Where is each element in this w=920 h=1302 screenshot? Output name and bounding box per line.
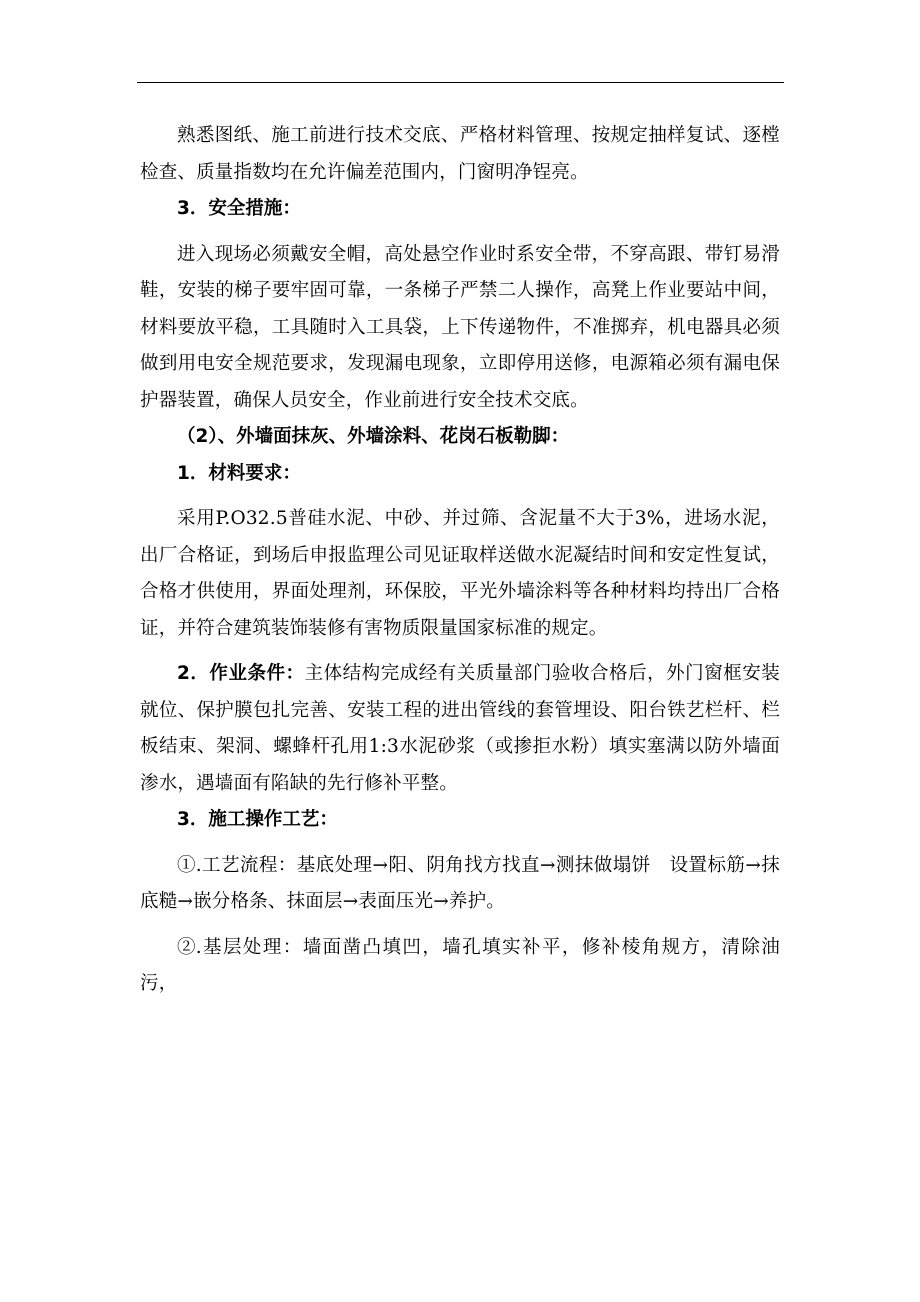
- paragraph-work-conditions: [140, 656, 780, 802]
- paragraph-material-requirements: 采用P.O32.5普硅水泥、中砂、并过筛、含泥量不大于3%，进场水泥，出厂合格证，到场后申报监理公司见证取样送做水泥凝结时间和安定性复试，合格才供使用，界面处理剂，环保胶，平光外墙涂料等各种材料均持出厂合格证，并符合建筑装饰装修有害物质限量国家标准的规定。: [140, 508, 780, 639]
- paragraph-base-treatment: ➁.基层处理：墙面凿凸填凹，墙孔填实补平，修补棱角规方，清除油污，: [140, 936, 780, 994]
- paragraph-quality: 熟悉图纸、施工前进行技术交底、严格材料管理、按规定抽样复试、逐樘检查、质量指数均在允许偏差范围内，门窗明净锃亮。: [140, 125, 780, 183]
- document-body: [140, 118, 780, 1003]
- heading-section-2: （2）、外墙面抹灰、外墙涂料、花岗石板勒脚：: [177, 426, 570, 447]
- paragraph-process-flow: ➀.工艺流程：基底处理→阳、阴角找方找直→测抹做塌饼 设置标筋→抹底糙→嵌分格条、抹面层→表面压光→养护。: [140, 854, 780, 912]
- work-conditions-text: 主体结构完成经有关质量部门验收合格后，外门窗框安装就位、保护膜包扎完善、安装工程的进出管线的套管埋设、阳台铁艺栏杆、栏板结束、架洞、螺蜂杆孔用1:3水泥砂浆（或掺拒水粉）填实塞满以防外墙面渗水，遇墙面有陷缺的先行修补平整。: [140, 663, 780, 794]
- heading-material-requirements: 1．材料要求：: [177, 462, 301, 484]
- heading-safety-measures: 3．安全措施：: [177, 198, 301, 219]
- heading-work-conditions: 2．作业条件：: [177, 663, 305, 684]
- heading-construction-process: 3．施工操作工艺：: [177, 809, 338, 830]
- paragraph-safety-measures: 进入现场必须戴安全帽，高处悬空作业时系安全带，不穿高跟、带钉易滑鞋，安装的梯子要牢固可靠，一条梯子严禁二人操作，高凳上作业要站中间，材料要放平稳，工具随时入工具袋，上下传递物件，不准掷弃，机电器具必须做到用电安全规范要求，发现漏电现象，立即停用送修，电源箱必须有漏电保护器装置，确保人员安全，作业前进行安全技术交底。: [140, 243, 780, 411]
- header-rule: [137, 82, 784, 83]
